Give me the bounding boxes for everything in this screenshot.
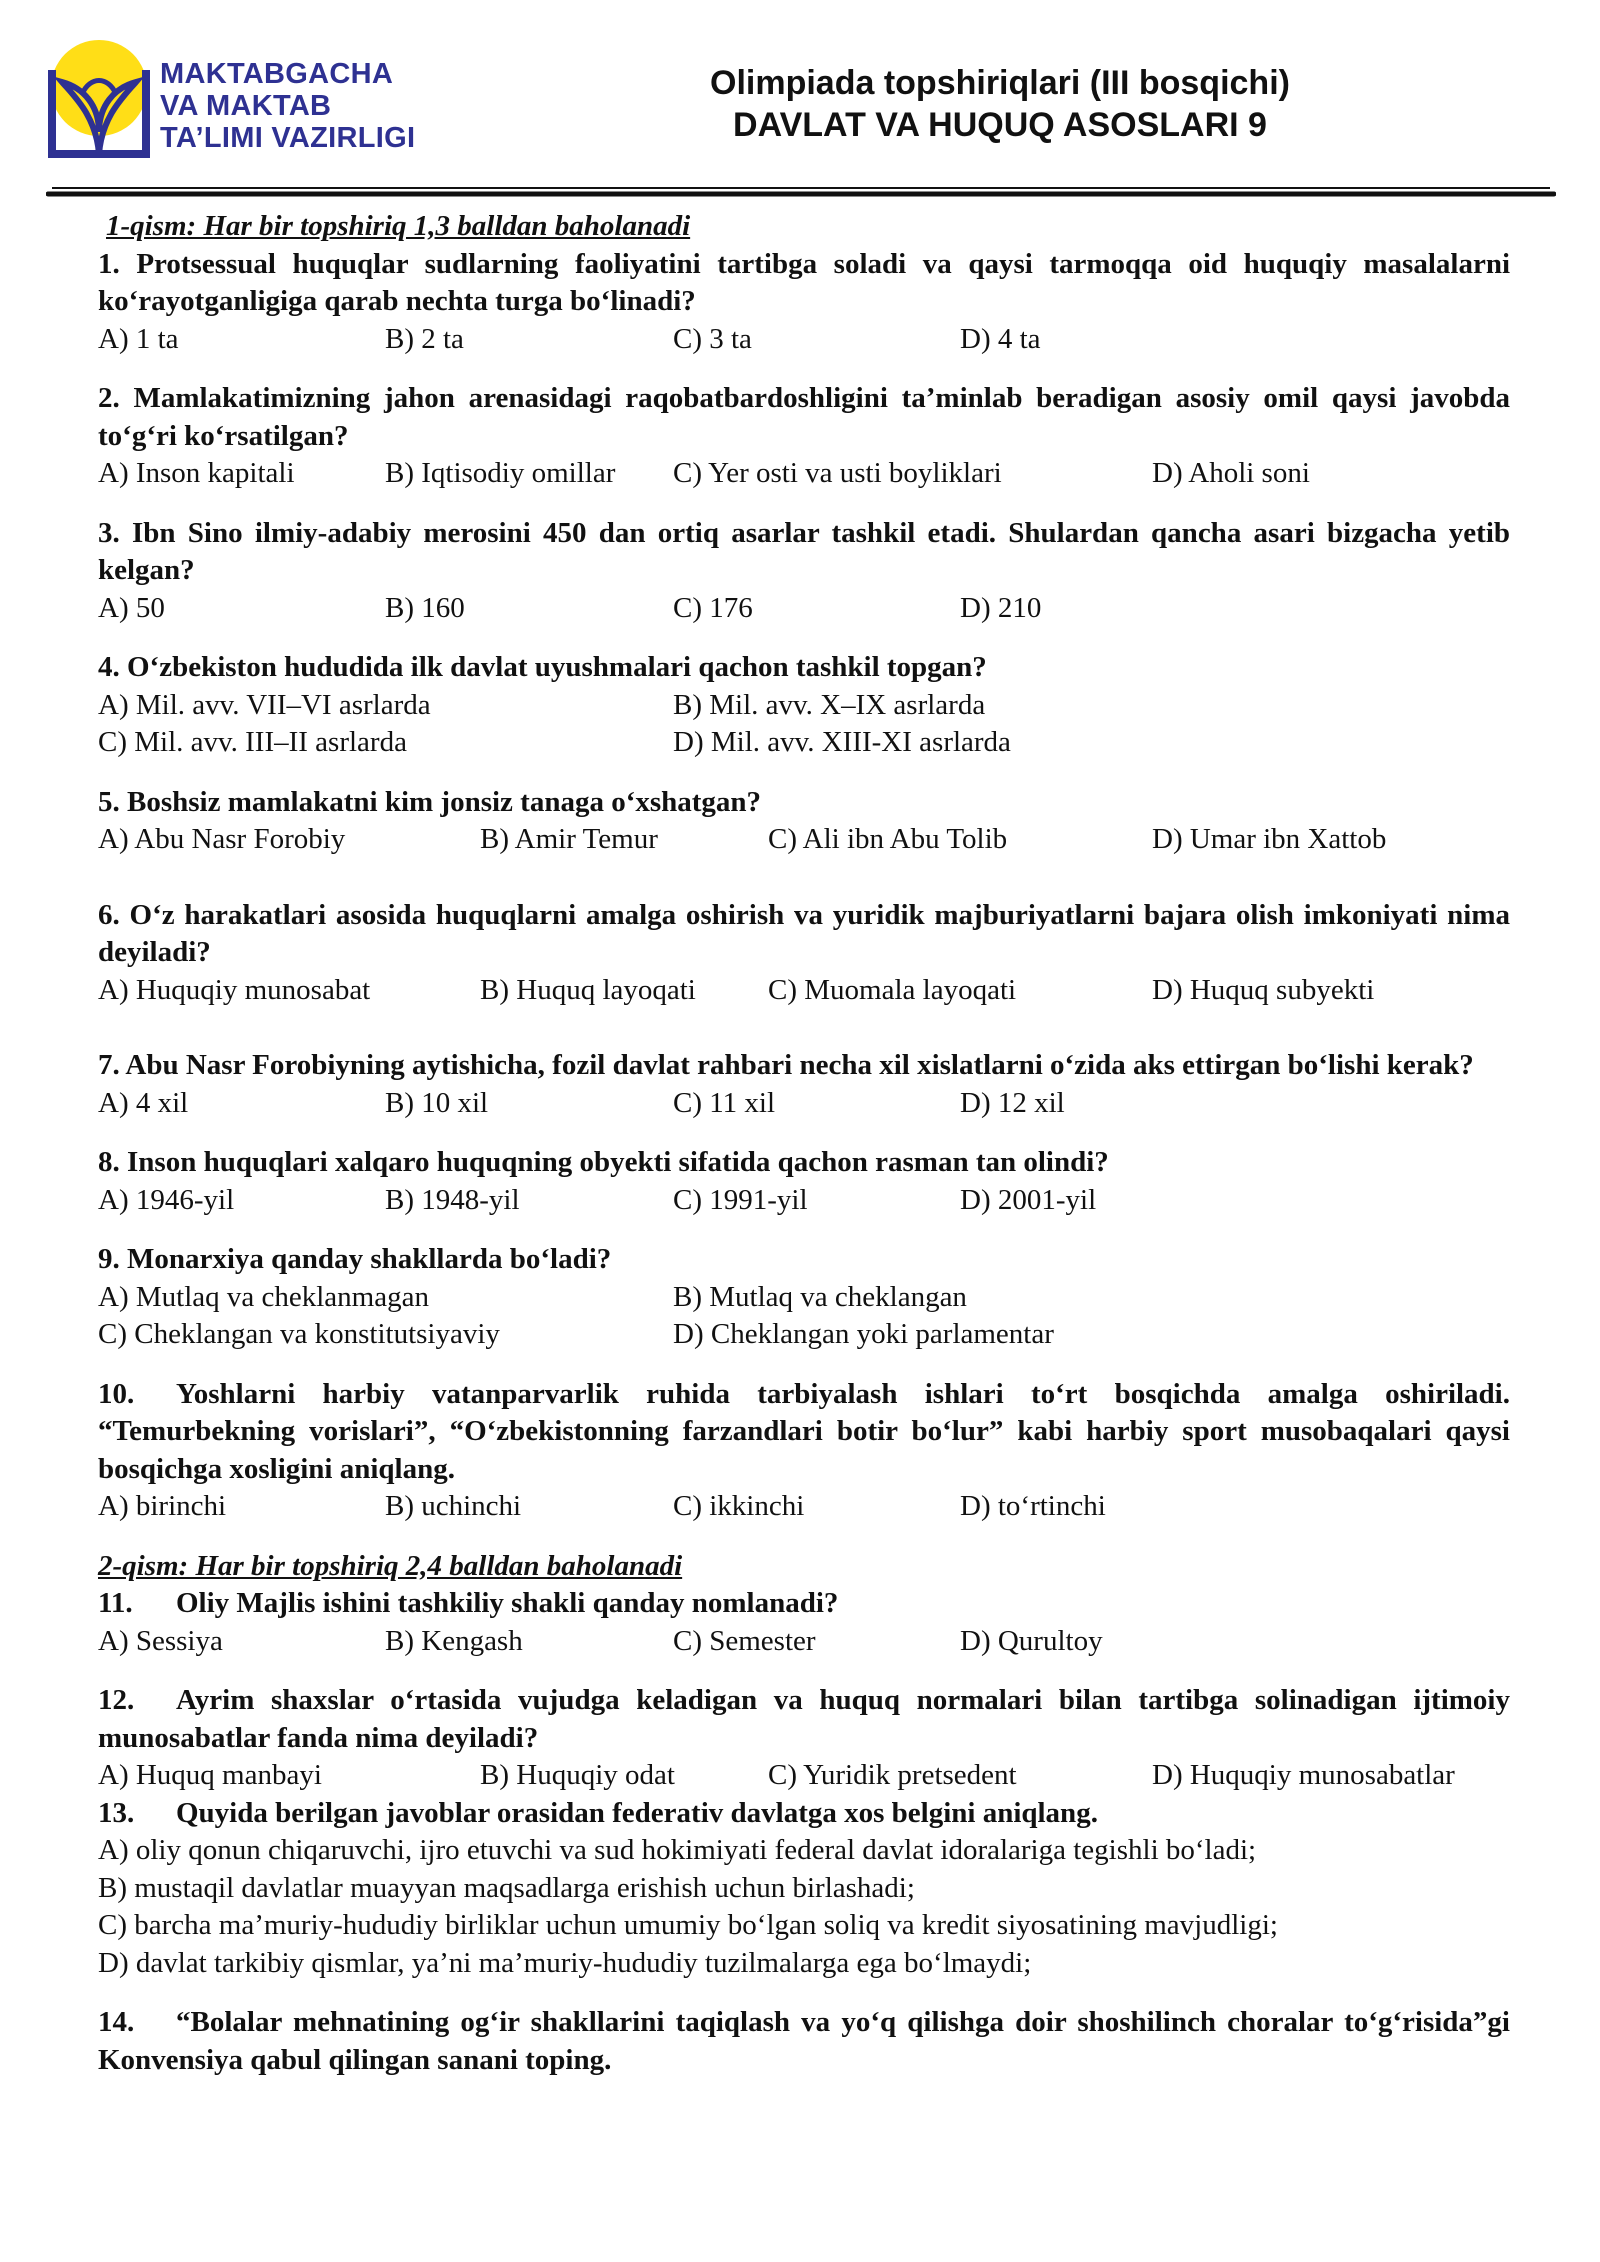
option-a[interactable]: A) Inson kapitali [98,457,295,489]
question-text: Ibn Sino ilmiy-adabiy merosini 450 dan ortiq asarlar tashkil etadi. Shulardan qancha asari bizgacha yetib kelgan? [98,516,1511,586]
title-line-1: Olimpiada topshiriqlari (III bosqichi) [710,64,1290,102]
option-d[interactable]: D) davlat tarkibiy qismlar, ya’ni ma’muriy-hududiy tuzilmalarga ega bo‘lmaydi; [98,1946,1032,1979]
option-a[interactable]: A) birinchi [98,1490,227,1522]
option-b[interactable]: B) 1948-yil [385,1183,520,1216]
option-b[interactable]: B) 10 xil [385,1086,489,1119]
question-3: 3. Ibn Sino ilmiy-adabiy merosini 450 dan ortiq asarlar tashkil etadi. Shulardan qancha asari bizgacha yetib kelgan? [98,516,1511,586]
option-d[interactable]: D) Huquqiy munosabatlar [1152,1759,1455,1791]
option-c[interactable]: C) 3 ta [673,322,752,355]
option-a[interactable]: A) 1946-yil [98,1183,235,1216]
option-b[interactable]: B) Kengash [385,1624,523,1657]
title-line-2: DAVLAT VA HUQUQ ASOSLARI 9 [733,106,1267,144]
question-4: 4. O‘zbekiston hududida ilk davlat uyushmalari qachon tashkil topgan? [98,651,987,683]
option-c[interactable]: C) Mil. avv. III–II asrlarda [98,726,407,758]
options-1 [98,321,1510,359]
question-text: “Bolalar mehnatining og‘ir shakllarini taqiqlash va yo‘q qilishga doir shoshilinch choralar to‘g‘risida”gi Konvensiya qabul qilingan sanani toping. [98,2006,1510,2076]
option-a[interactable]: A) Huquq manbayi [98,1759,322,1791]
question-5: 5. Boshsiz mamlakatni kim jonsiz tanaga o‘xshatgan? [98,785,762,818]
question-text: Mamlakatimizning jahon arenasidagi raqobatbardoshligini ta’minlab beradigan asosiy omil qaysi javobda to‘g‘ri ko‘rsatilgan? [98,382,1510,452]
option-c[interactable]: C) barcha ma’muriy-hududiy birliklar uchun umumiy bo‘lgan soliq va kredit siyosatining mavjudligi; [98,1909,1278,1941]
ministry-line-1: MAKTABGACHA [160,58,394,90]
options-7 [98,1085,1510,1123]
option-c[interactable]: C) 11 xil [673,1086,776,1119]
section-1-heading: 1-qism: Har bir topshiriq 1,3 balldan baholanadi [106,210,691,242]
question-text: Abu Nasr Forobiyning aytishicha, fozil davlat rahbari necha xil xislatlarni o‘zida aks ettirgan bo‘lishi kerak? [125,1049,1474,1081]
options-2 [98,455,1510,493]
option-b[interactable]: B) Huquq layoqati [480,973,696,1006]
option-a[interactable]: A) Mil. avv. VII–VI asrlarda [98,688,431,721]
question-10: 10. Yoshlarni harbiy vatanparvarlik ruhida tarbiyalash ishlari to‘rt bosqichda amalga oshiriladi. “Temurbekning vorislari”, “O‘zbekistonning farzandlari botir bo‘lur” kabi harbiy sport musobaqalari qaysi bosqichga xosligini aniqlang. [98,1377,1510,1485]
question-text: Protsessual huquqlar sudlarning faoliyatini tartibga soladi va qaysi tarmoqqa oid huquqiy masalalarni ko‘rayotganligiga qarab nechta turga bo‘linadi? [98,247,1511,317]
option-d[interactable]: D) Huquq subyekti [1152,973,1375,1006]
option-b[interactable]: B) Huquqiy odat [480,1759,675,1791]
options-9-row-2 [98,1316,1510,1354]
ministry-name [160,58,415,154]
option-c[interactable]: C) ikkinchi [673,1490,805,1522]
question-1: 1. Protsessual huquqlar sudlarning faoliyatini tartibga soladi va qaysi tarmoqqa oid huquqiy masalalarni ko‘rayotganligiga qarab nechta turga bo‘linadi? [98,247,1511,317]
option-c[interactable]: C) 176 [673,591,753,624]
option-a[interactable]: A) Abu Nasr Forobiy [98,823,346,855]
options-5 [98,821,1510,859]
question-12: 12. Ayrim shaxslar o‘rtasida vujudga keladigan va huquq normalari bilan tartibga solinadigan ijtimoiy munosabatlar fanda nima deyiladi? [98,1684,1510,1754]
options-10 [98,1488,1510,1526]
option-a[interactable]: A) 4 xil [98,1086,189,1119]
options-4-row-2 [98,724,1510,762]
question-text: O‘zbekiston hududida ilk davlat uyushmalari qachon tashkil topgan? [127,651,987,683]
options-4-row-1 [98,687,1510,725]
options-12 [98,1757,1510,1795]
option-a[interactable]: A) Sessiya [98,1624,223,1657]
exam-content [98,208,1510,2079]
header-divider [46,184,1556,200]
option-d[interactable]: D) Aholi soni [1152,457,1310,489]
question-text: Boshsiz mamlakatni kim jonsiz tanaga o‘xshatgan? [127,785,762,818]
option-a[interactable]: A) oliy qonun chiqaruvchi, ijro etuvchi va sud hokimiyati federal davlat idoralariga tegishli bo‘ladi; [98,1834,1257,1866]
options-6 [98,972,1510,1010]
option-a[interactable]: A) 50 [98,591,165,624]
document-title [600,62,1400,146]
ministry-line-3: TA’LIMI VAZIRLIGI [160,122,416,154]
option-d[interactable]: D) 12 xil [960,1086,1065,1119]
question-7: 7. Abu Nasr Forobiyning aytishicha, fozil davlat rahbari necha xil xislatlarni o‘zida aks ettirgan bo‘lishi kerak? [98,1049,1474,1081]
question-6: 6. O‘z harakatlari asosida huquqlarni amalga oshirish va yuridik majburiyatlarni bajara olish imkoniyati nima deyiladi? [98,898,1511,968]
option-d[interactable]: D) 4 ta [960,322,1041,355]
option-b[interactable]: B) Mil. avv. X–IX asrlarda [673,688,986,721]
option-d[interactable]: D) 2001-yil [960,1183,1097,1216]
option-d[interactable]: D) Cheklangan yoki parlamentar [673,1318,1054,1350]
option-d[interactable]: D) Umar ibn Xattob [1152,823,1387,855]
question-9: 9. Monarxiya qanday shakllarda bo‘ladi? [98,1243,612,1275]
option-c[interactable]: C) Muomala layoqati [768,973,1017,1006]
option-a[interactable]: A) Huquqiy munosabat [98,973,371,1006]
option-d[interactable]: D) 210 [960,591,1042,624]
options-11 [98,1623,1510,1661]
ministry-line-2: VA MAKTAB [160,90,332,122]
option-b[interactable]: B) mustaqil davlatlar muayyan maqsadlarga erishish uchun birlashadi; [98,1871,915,1904]
options-3 [98,590,1510,628]
question-text: Ayrim shaxslar o‘rtasida vujudga keladigan va huquq normalari bilan tartibga solinadigan ijtimoiy munosabatlar fanda nima deyiladi? [98,1684,1510,1754]
option-b[interactable]: B) Mutlaq va cheklangan [673,1280,967,1313]
section-2-heading: 2-qism: Har bir topshiriq 2,4 balldan baholanadi [98,1549,683,1582]
question-text: Yoshlarni harbiy vatanparvarlik ruhida tarbiyalash ishlari to‘rt bosqichda amalga oshiriladi. “Temurbekning vorislari”, “O‘zbekistonning farzandlari botir bo‘lur” kabi harbiy sport musobaqalari qaysi bosqichga xosligini aniqlang. [98,1377,1510,1485]
question-13: 13. Quyida berilgan javoblar orasidan federativ davlatga xos belgini aniqlang. [98,1796,1098,1829]
option-c[interactable]: C) Cheklangan va konstitutsiyaviy [98,1318,500,1350]
options-9-row-1 [98,1279,1510,1317]
option-b[interactable]: B) 2 ta [385,322,464,355]
option-b[interactable]: B) 160 [385,591,465,624]
option-c[interactable]: C) 1991-yil [673,1183,808,1216]
option-a[interactable]: A) 1 ta [98,322,179,355]
option-d[interactable]: D) Mil. avv. XIII-XI asrlarda [673,726,1011,758]
option-b[interactable]: B) Amir Temur [480,823,658,855]
question-text: Oliy Majlis ishini tashkiliy shakli qanday nomlanadi? [176,1587,839,1619]
option-c[interactable]: C) Ali ibn Abu Tolib [768,823,1008,855]
question-text: Monarxiya qanday shakllarda bo‘ladi? [127,1243,612,1275]
question-text: Inson huquqlari xalqaro huquqning obyekti sifatida qachon rasman tan olindi? [127,1146,1109,1178]
option-b[interactable]: B) Iqtisodiy omillar [385,457,616,489]
option-d[interactable]: D) to‘rtinchi [960,1490,1106,1522]
option-b[interactable]: B) uchinchi [385,1490,522,1522]
option-a[interactable]: A) Mutlaq va cheklanmagan [98,1280,429,1313]
question-text: O‘z harakatlari asosida huquqlarni amalga oshirish va yuridik majburiyatlarni bajara olish imkoniyati nima deyiladi? [98,898,1511,968]
option-c[interactable]: C) Yer osti va usti boyliklari [673,457,1002,489]
option-d[interactable]: D) Qurultoy [960,1624,1103,1657]
option-c[interactable]: C) Semester [673,1624,816,1657]
question-2: 2. Mamlakatimizning jahon arenasidagi raqobatbardoshligini ta’minlab beradigan asosiy omil qaysi javobda to‘g‘ri ko‘rsatilgan? [98,382,1510,452]
question-14: 14. “Bolalar mehnatining og‘ir shakllarini taqiqlash va yo‘q qilishga doir shoshilinch choralar to‘g‘risida”gi Konvensiya qabul qilingan sanani toping. [98,2006,1510,2076]
option-c[interactable]: C) Yuridik pretsedent [768,1759,1017,1791]
question-8: 8. Inson huquqlari xalqaro huquqning obyekti sifatida qachon rasman tan olindi? [98,1146,1109,1178]
question-text: Quyida berilgan javoblar orasidan federativ davlatga xos belgini aniqlang. [176,1796,1098,1829]
options-8 [98,1182,1510,1220]
question-11: 11. Oliy Majlis ishini tashkiliy shakli qanday nomlanadi? [98,1587,839,1619]
